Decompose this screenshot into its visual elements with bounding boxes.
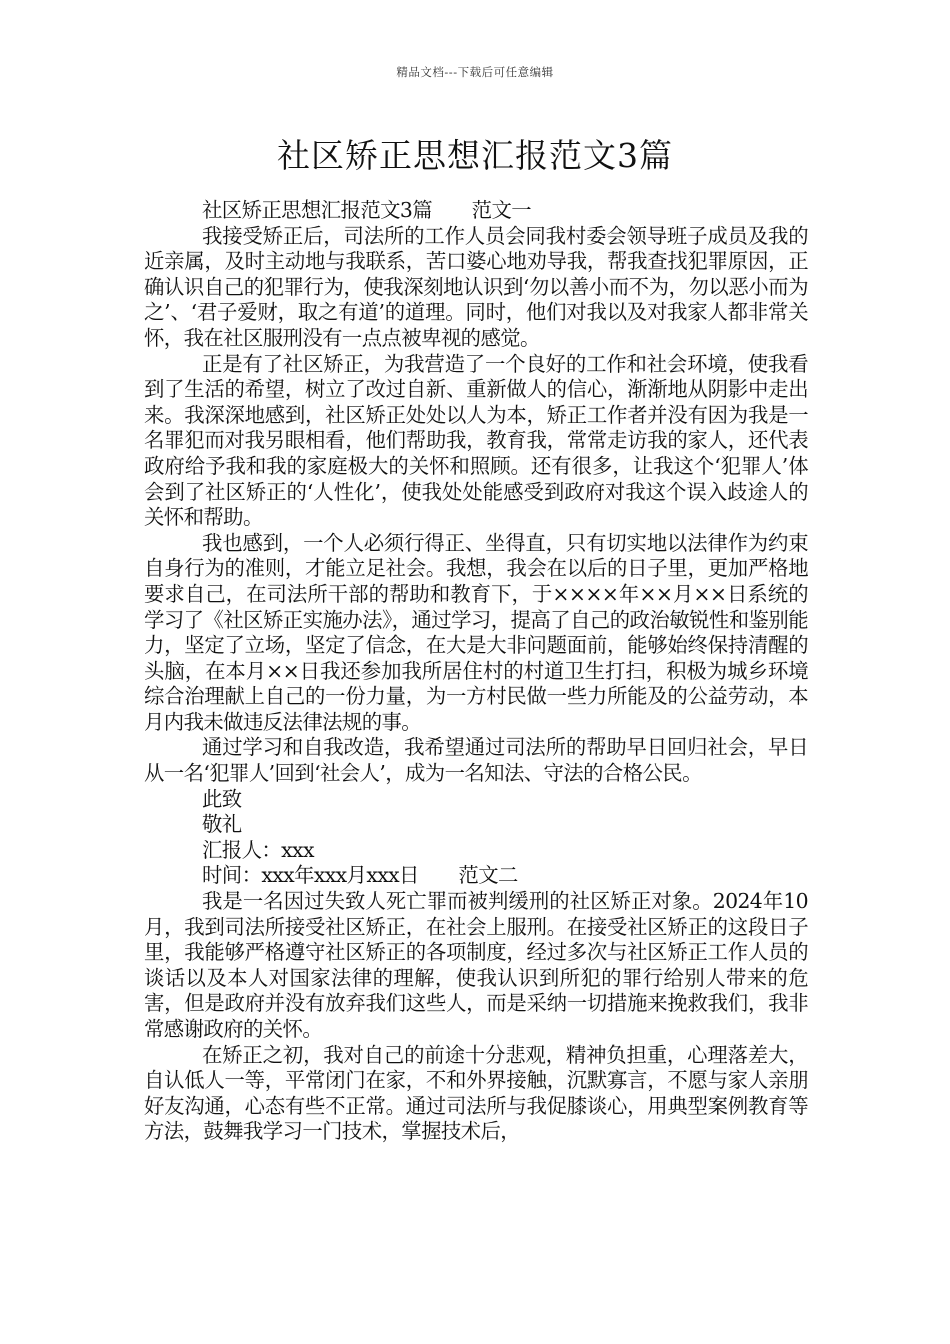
paragraph: 在矫正之初，我对自己的前途十分悲观，精神负担重，心理落差大，自认低人一等，平常闭门在家，不和外界接触，沉默寡言，不愿与家人亲朋好友沟通，心态有些不正常。通过司法所与我促膝谈心，用典型案例教育等方法，鼓舞我学习一门技术，掌握技术后， [144, 1042, 808, 1144]
paragraph: 此致 [202, 786, 242, 811]
paragraph: 通过学习和自我改造，我希望通过司法所的帮助早日回归社会，早日从一名‘犯罪人’回到‘社会人’，成为一名知法、守法的合格公民。 [144, 735, 808, 786]
document-title: 社区矫正思想汇报范文3篇 [277, 136, 673, 175]
paragraph: 社区矫正思想汇报范文3篇 范文一 [202, 198, 532, 222]
page-header: 精品文档---下载后可任意编辑 [396, 65, 554, 79]
paragraph: 正是有了社区矫正，为我营造了一个良好的工作和社会环境，使我看到了生活的希望，树立了改过自新、重新做人的信心，渐渐地从阴影中走出来。我深深地感到，社区矫正处处以人为本，矫正工作者并没有因为我是一名罪犯而对我另眼相看，他们帮助我，教育我，常常走访我的家人，还代表政府给予我和我的家庭极大的关怀和照顾。还有很多，让我这个‘犯罪人’体会到了社区矫正的‘人性化’，使我处处能感受到政府对我这个误入歧途人的关怀和帮助。 [144, 351, 808, 530]
paragraph: 我是一名因过失致人死亡罪而被判缓刑的社区矫正对象。2024年10月，我到司法所接受社区矫正，在社会上服刑。在接受社区矫正的这段日子里，我能够严格遵守社区矫正的各项制度，经过多次与社区矫正工作人员的谈话以及本人对国家法律的理解，使我认识到所犯的罪行给别人带来的危害，但是政府并没有放弃我们这些人，而是采纳一切措施来挽救我们，我非常感谢政府的关怀。 [144, 889, 808, 1041]
paragraph: 我也感到，一个人必须行得正、坐得直，只有切实地以法律作为约束自身行为的准则，才能立足社会。我想，我会在以后的日子里，更加严格地要求自己，在司法所干部的帮助和教育下，于××××年××月××日系统的学习了《社区矫正实施办法》，通过学习，提高了自己的政治敏锐性和鉴别能力，坚定了立场，坚定了信念，在大是大非问题面前，能够始终保持清醒的头脑，在本月××日我还参加我所居住村的村道卫生打扫，积极为城乡环境综合治理献上自己的一份力量，为一方村民做一些力所能及的公益劳动，本月内我未做违反法律法规的事。 [144, 530, 808, 734]
paragraph: 敬礼 [202, 812, 242, 837]
paragraph: 我接受矫正后，司法所的工作人员会同我村委会领导班子成员及我的近亲属，及时主动地与我联系，苦口婆心地劝导我，帮我查找犯罪原因，正确认识自己的犯罪行为，使我深刻地认识到‘勿以善小而不为，勿以恶小而为之’、‘君子爱财，取之有道’的道理。同时，他们对我以及对我家人都非常关怀，我在社区服刑没有一点点被卑视的感觉。 [144, 223, 808, 350]
document-body [144, 198, 808, 1145]
paragraph: 时间：xxx年xxx月xxx日 范文二 [202, 863, 518, 888]
paragraph: 汇报人：xxx [202, 837, 314, 862]
